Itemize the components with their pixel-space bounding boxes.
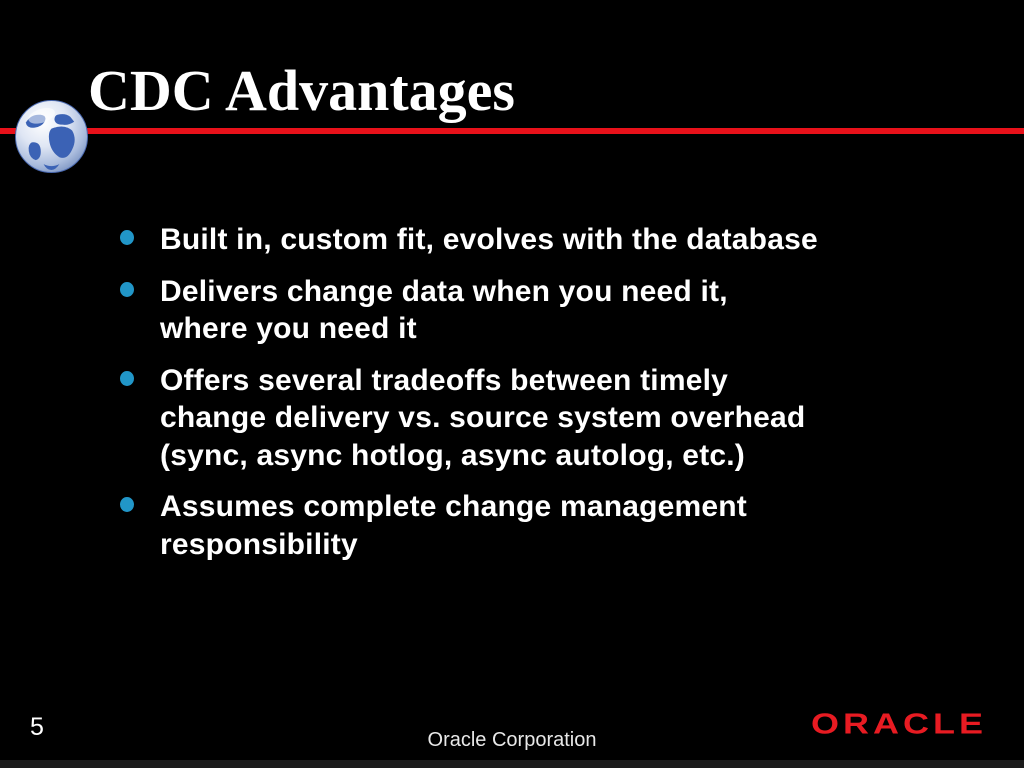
- bullet-dot-icon: [120, 371, 134, 386]
- bullet-line: responsibility: [160, 527, 358, 561]
- bullet-line: Offers several tradeoffs between timely: [160, 363, 729, 397]
- bullet-line: change delivery vs. source system overhead: [160, 401, 806, 434]
- bullet-line: where you need it: [160, 312, 417, 345]
- footer-company-text: Oracle Corporation: [427, 729, 597, 751]
- bullet-line: Assumes complete change management: [160, 490, 747, 523]
- slide-title: CDC Advantages: [88, 58, 515, 123]
- globe-icon: [14, 99, 89, 174]
- title-underline-rule: [0, 128, 1024, 134]
- oracle-logo: ORACLE: [811, 707, 987, 740]
- bullet-line: (sync, async hotlog, async autolog, etc.): [160, 438, 745, 472]
- page-number: 5: [30, 713, 44, 741]
- bullet-line: Delivers change data when you need it,: [160, 274, 728, 308]
- bullet-dot-icon: [120, 497, 134, 512]
- bullet-item: [120, 362, 920, 475]
- bullet-item: [120, 273, 920, 348]
- bullet-dot-icon: [120, 282, 134, 297]
- bullet-list: [120, 221, 920, 577]
- bullet-item: [120, 488, 920, 563]
- bullet-dot-icon: [120, 230, 134, 245]
- bottom-edge-strip: [0, 760, 1024, 768]
- bullet-item: [120, 221, 920, 259]
- bullet-line: Built in, custom fit, evolves with the database: [160, 223, 818, 256]
